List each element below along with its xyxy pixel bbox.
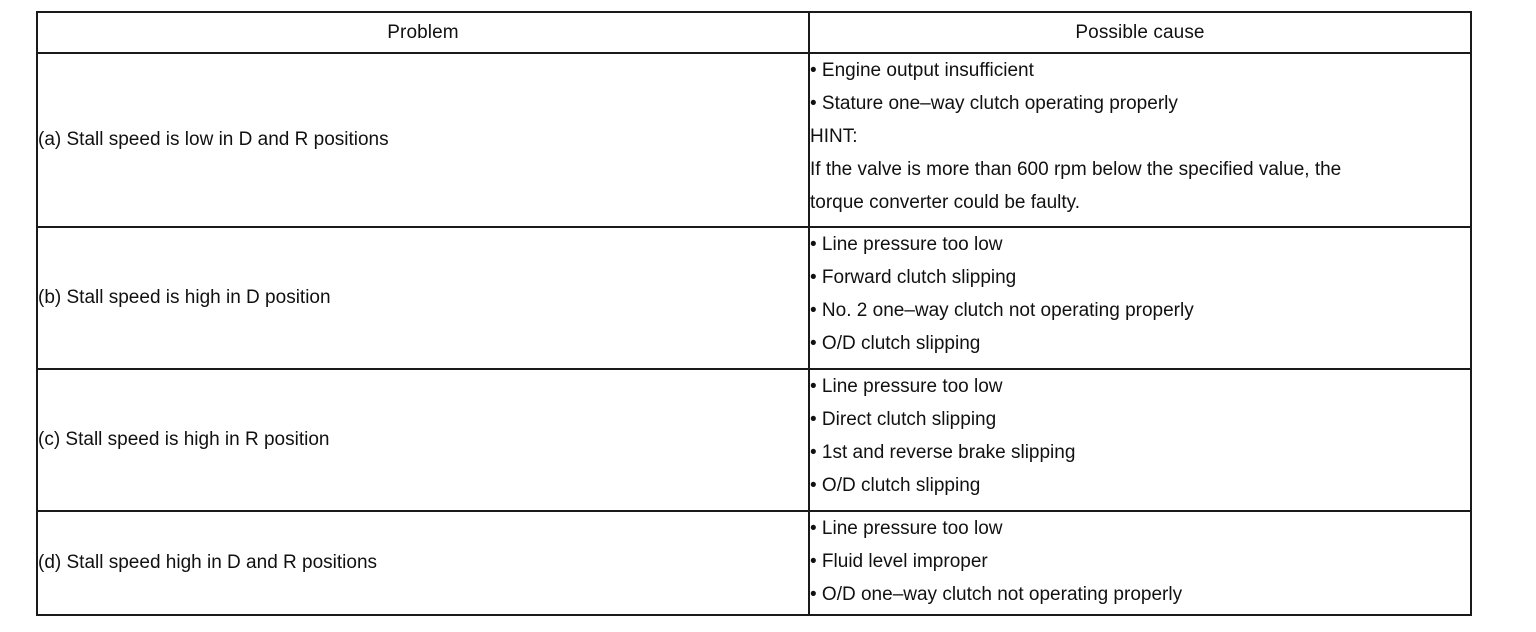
cause-line: • No. 2 one–way clutch not operating properly — [810, 300, 1194, 321]
cause-line: • 1st and reverse brake slipping — [810, 442, 1076, 463]
table-row — [37, 511, 1471, 615]
cause-column-header: Possible cause — [809, 12, 1471, 53]
cause-line: • Fluid level improper — [810, 551, 988, 572]
cause-cell — [809, 227, 1471, 369]
cause-line: • Stature one–way clutch operating properly — [810, 93, 1178, 114]
problem-column-header: Problem — [37, 12, 809, 53]
hint-text: torque converter could be faulty. — [810, 192, 1081, 213]
cause-line: • O/D clutch slipping — [810, 333, 981, 354]
header-row — [37, 12, 1471, 53]
cause-line: • O/D one–way clutch not operating properly — [810, 584, 1183, 605]
cause-line: • O/D clutch slipping — [810, 475, 981, 496]
table-row — [37, 53, 1471, 227]
problem-cell: (a) Stall speed is low in D and R positions — [37, 53, 809, 227]
cause-line: • Line pressure too low — [810, 376, 1003, 397]
problem-cell: (d) Stall speed high in D and R positions — [37, 511, 809, 615]
hint-label: HINT: — [810, 126, 858, 147]
cause-line: • Line pressure too low — [810, 234, 1003, 255]
cause-cell — [809, 53, 1471, 227]
table-row — [37, 227, 1471, 369]
hint-text: If the valve is more than 600 rpm below the specified value, the — [810, 159, 1342, 180]
cause-line: • Forward clutch slipping — [810, 267, 1017, 288]
problem-cell: (c) Stall speed is high in R position — [37, 369, 809, 511]
cause-line: • Engine output insufficient — [810, 60, 1034, 81]
problem-cell: (b) Stall speed is high in D position — [37, 227, 809, 369]
table-row — [37, 369, 1471, 511]
cause-line: • Direct clutch slipping — [810, 409, 997, 430]
cause-cell — [809, 369, 1471, 511]
stall-test-diagnosis-table — [36, 11, 1472, 616]
cause-cell — [809, 511, 1471, 615]
cause-line: • Line pressure too low — [810, 518, 1003, 539]
